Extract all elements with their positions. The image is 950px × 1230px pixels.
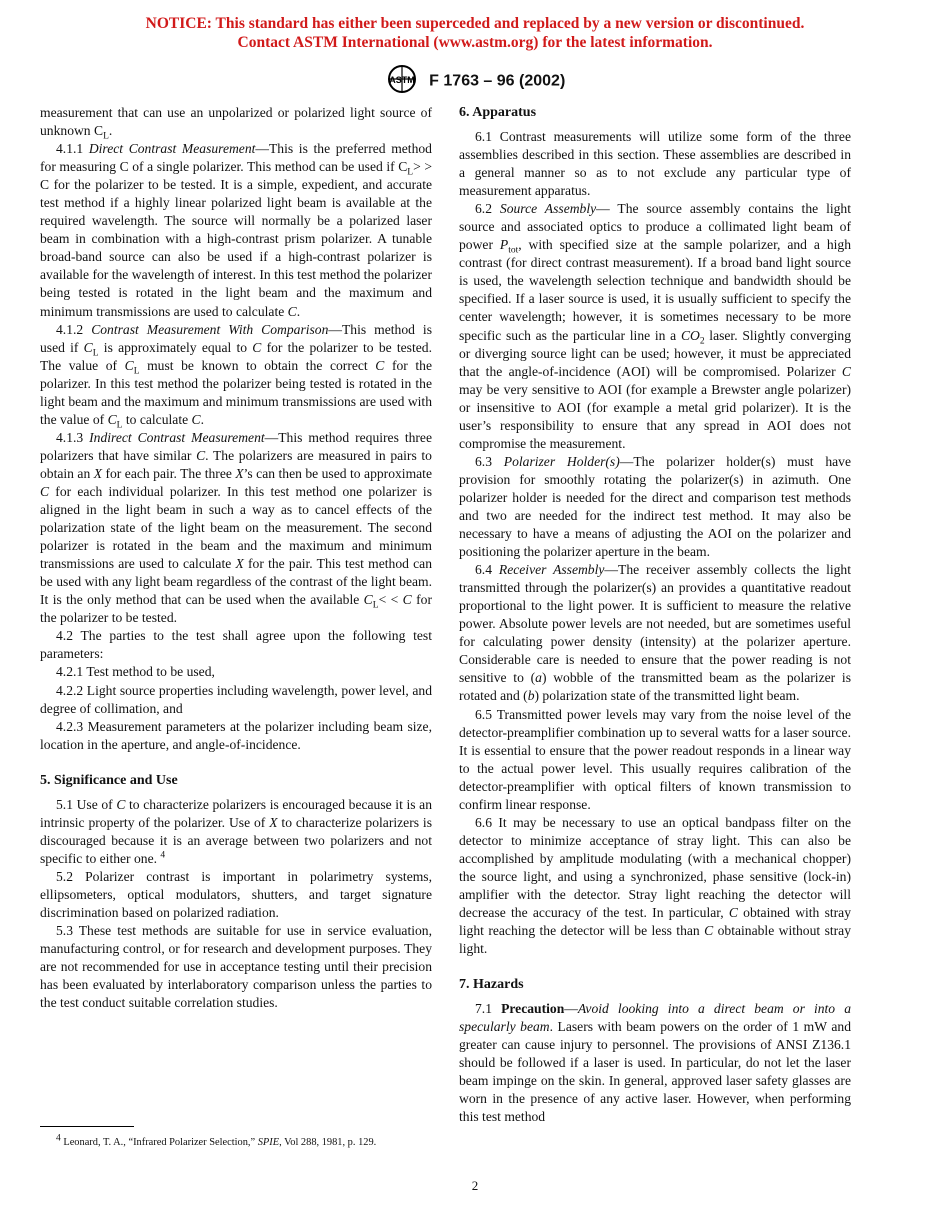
paragraph-7-1: 7.1 Precaution—Avoid looking into a direct beam or into a specularly beam. Lasers with beam powers on the order of 1 mW and greater can cause injury to personnel. The provisions of ANSI Z136.1 should be followed if a laser is used. In particular, do not let the laser beam impinge on the skin. In general, approved laser safety glasses are worn in the presence of any active laser. However, when performing this test method <box>459 1001 852 1125</box>
paragraph-6-3: 6.3 Polarizer Holder(s)—The polarizer holder(s) must have provision for smoothly rotating the polarizer(s) in azimuth. One polarizer holder is needed for the direct and comparison test methods and two are needed for the indirect test method. It may also be necessary to have a means of adjusting the AOI on the polarizer and positioning the polarizer aperture in the beam. <box>459 453 852 560</box>
paragraph-6-4: 6.4 Receiver Assembly—The receiver assembly collects the light transmitted through the polarizer(s) an provides a quantitative readout proportional to the light power. It is sufficient to measure the relative power. Absolute power levels are not needed, but are sometimes useful for calculating power density (intensity) at the polarizer aperture. Considerable care is needed to ensure that the power reading is not sensitive to (a) wobble of the transmitted beam as the polarizer is rotated and (b) polarization state of the transmitted light beam. <box>459 562 851 704</box>
footnote-4: $^4$ Leonard, T. A., “Infrared Polarizer Selection,” SPIE, Vol 288, 1981, p. 129. <box>56 1133 377 1148</box>
paragraph-6-1: 6.1 Contrast measurements will utilize some form of the three assemblies described in this section. These assemblies are described in a general manner so as to not exclude any particular type of measurement apparatus. <box>459 129 851 199</box>
document-header <box>0 64 950 99</box>
notice-line-1: NOTICE: This standard has either been superceded and replaced by a new version or discontinued. <box>145 15 805 32</box>
notice-banner <box>0 14 950 52</box>
svg-text:ASTM: ASTM <box>388 75 415 85</box>
paragraph-6-2: 6.2 Source Assembly— The source assembly contains the light source and associated optics to produce a collimated light beam of power $P_{tot}$, with specified size at the sample polarizer, and a high contrast (for direct contrast measurement). If a broad band light source is used, the wavelength selection technique and bandwidth should be specified. If a laser source is used, it is usually sufficient to specify the center wavelength; however, it is sometimes necessary to be more specific such as the particular line in a $CO_2$ laser. Slightly converging or diverging source light can be used; however, it must be appreciated that the angle-of-incidence (AOI) will be compromised. Polarizer C may be very sensitive to AOI (for example a Brewster angle polarizer) or insensitive to AOI (for example a metal grid polarizer). It is the user’s responsibility to ensure that any spread in AOI does not compromise the measurement. <box>459 201 852 451</box>
paragraph-4-2-2: 4.2.2 Light source properties including wavelength, power level, and degree of collimation, and <box>40 682 432 716</box>
paragraph-4-2: 4.2 The parties to the test shall agree upon the following test parameters: <box>40 628 432 662</box>
paragraph-4-2-1: 4.2.1 Test method to be used, <box>56 664 215 680</box>
paragraph-5-1: 5.1 Use of C to characterize polarizers is encouraged because it is an intrinsic property of the polarizer. Use of X to characterize polarizers is discouraged because it is an average between two polarizers and not specific to either one. $^4$ <box>40 796 432 866</box>
paragraph-5-3: 5.3 These test methods are suitable for use in service evaluation, manufacturing control, or for research and development purposes. They are not recommended for use in acceptance testing until their precision has been evaluated by interlaboratory comparison unless the parties to the test conduct suitable correlation studies. <box>40 923 432 1011</box>
paragraph-6-6: 6.6 It may be necessary to use an optical bandpass filter on the detector to minimize acceptance of stray light. This can also be accomplished by amplitude modulating (with a mechanical chopper) the source light, and using a synchronized, phase sensitive (lock-in) amplifier with the detector. Stray light reaching the detector will decrease the accuracy of the test. In particular, C obtained with stray light reaching the detector will be less than C obtainable without stray light. <box>459 814 852 957</box>
left-column <box>40 104 432 1012</box>
section-heading-6: 6. Apparatus <box>459 105 537 120</box>
paragraph-intro: measurement that can use an unpolarized or polarized light source of unknown $C_L$. <box>40 105 432 142</box>
notice-line-2: Contact ASTM International (www.astm.org) for the latest information. <box>237 34 713 51</box>
right-column <box>459 104 851 1126</box>
paragraph-4-2-3: 4.2.3 Measurement parameters at the polarizer including beam size, location in the aperture, and angle-of-incidence. <box>40 718 432 752</box>
paragraph-6-5: 6.5 Transmitted power levels may vary from the noise level of the detector-preamplifier combination up to several watts for a laser source. It is essential to ensure that the power readout responds in a linear way to the actual power level. This usually requires calibration of the detector-preamplifier with optical filters of known transmission to confirm linear response. <box>459 706 851 812</box>
section-heading-5: 5. Significance and Use <box>40 772 178 788</box>
paragraph-4-1-3: 4.1.3 Indirect Contrast Measurement—This method requires three polarizers that have similar C. The polarizers are measured in pairs to obtain an X for each pair. The three X’s can then be used to approximate C for each individual polarizer. In this test method one polarizer is aligned in the light beam in such a way as to cancel effects of the polarization state of the light beam on the measurement. The second polarizer is rotated in the beam and the maximum and minimum transmissions are used to calculate X for the pair. This test method can be used with any light beam regardless of the contrast of the light beam. It is the only method that can be used when the available $C_L< < C$ for the polarizer to be tested. <box>40 429 432 626</box>
page-number: 2 <box>471 1178 479 1193</box>
paragraph-4-1-1: 4.1.1 Direct Contrast Measurement—This is the preferred method for measuring C of a single polarizer. This method can be used if $C_L> > C$ for the polarizer to be tested. It is a simple, expedient, and accurate test method if a highly linear polarized light beam is available at the required wavelength. The source will normally be a polarized laser beam in combination with a high-contrast prism polarizer. A tunable broad-band source can also be used if a high-contrast polarizer is available for the wavelength of interest. In this test method the polarizer being tested is rotated in the light beam and the maximum and minimum transmissions are used to calculate C. <box>40 141 433 319</box>
footnote-divider <box>40 1126 134 1127</box>
standard-designation: F 1763 – 96 (2002) <box>429 72 566 90</box>
astm-logo-icon <box>385 64 419 99</box>
paragraph-4-1-2: 4.1.2 Contrast Measurement With Comparison—This method is used if $C_L$ is approximately equal to C for the polarizer to be tested. The value of $C_L$ must be known to obtain the correct C for the polarizer. In this test method the polarizer being tested is rotated in the light beam and the maximum and minimum transmissions are used with the value of $C_L$ to calculate C. <box>40 321 432 431</box>
section-heading-7: 7. Hazards <box>459 977 524 993</box>
paragraph-5-2: 5.2 Polarizer contrast is important in polarimetry systems, ellipsometers, optical modulators, shutters, and target signature discrimination based on polarized radiation. <box>40 868 432 920</box>
